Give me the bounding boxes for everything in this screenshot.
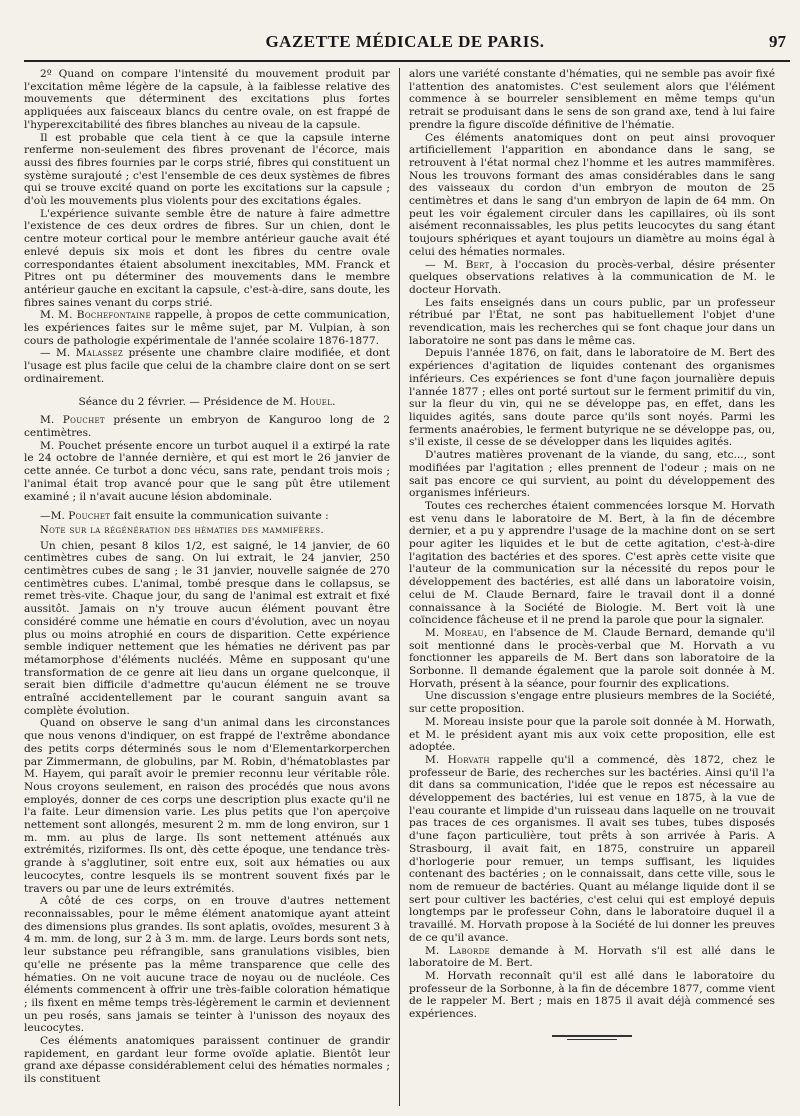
paragraph xyxy=(409,627,775,691)
speaker-name: M. Bochefontaine xyxy=(57,309,151,322)
paragraph-text: , en l'absence de M. Claude Bernard, demande qu'il soit mentionné dans le procès-verbal que M. Horvath a vu fonctionner les appareils de M. Bert dans son laboratoire de la Sorbonne. Il demande également que la parole soit donnée à M. Horvath, présent à la séance, pour fournir des explications. xyxy=(409,626,775,690)
paragraph-text: demande à M. Horvath s'il est allé dans le laboratoire de M. Bert. xyxy=(409,944,775,970)
paragraph: M. Pouchet présente encore un turbot auquel il a extirpé la rate le 24 octobre de l'année dernière, et qui est mort le 26 janvier de cette année. Ce turbot a donc vécu, sans rate, pendant trois mois ; l'animal était trop avancé pour que le sang pût être utilement examiné ; il n'avait aucune lésion abdominale. xyxy=(24,439,390,503)
paragraph-lead: M. xyxy=(425,944,449,957)
paragraph: M. M. Bochefontaine rappelle, à propos de cette communication, les expériences faites sur le même sujet, par M. Vulpian, à son cours de pathologie expérimentale de l'année scolaire 1876-1877. xyxy=(24,309,390,347)
paragraph: L'expérience suivante semble être de nature à faire admettre l'existence de ces deux ordres de fibres. Sur un chien, dont le centre moteur cortical pour le membre antérieur gauche avait été enlevé depuis six mois et dont les fibres du centre ovale correspondantes étaient absolument inexcitables, MM. Franck et Pitres ont pu déterminer des mouvements dans le membre antérieur gauche en excitant la capsule, c'est-à-dire, sans doute, les fibres saines venant du corps strié. xyxy=(24,207,390,309)
paragraph xyxy=(409,945,775,970)
page-header xyxy=(24,32,786,56)
speaker-name: Horvath xyxy=(447,753,490,766)
page-number: 97 xyxy=(769,32,786,51)
paragraph: Ces éléments anatomiques paraissent continuer de grandir rapidement, en gardant leur forme ovoïde aplatie. Bientôt leur grand axe dépasse considérablement celui des hématies normales ; ils constituent xyxy=(24,1035,390,1086)
session-president: Houel xyxy=(300,395,333,408)
paragraph: Une discussion s'engage entre plusieurs membres de la Société, sur cette proposition. xyxy=(409,690,775,716)
left-column xyxy=(24,68,399,1106)
paragraph: Depuis l'année 1876, on fait, dans le laboratoire de M. Bert des expériences d'agitation de liquides contenant des organismes inférieurs. Ces expériences se font d'une façon journalière depuis l'année 1877 ; elles ont porté surtout sur le ferment primitif du vin, sur la fleur du vin, qui ne se développe pas, en effet, dans les liquides agités, sans doute parce qu'ils sont noyés. Parmi les ferments anaérobies, le ferment butyrique ne se développe pas, ou, s'il existe, il cesse de se développer dans les liquides agités. xyxy=(409,347,775,449)
speaker-name: Moreau xyxy=(444,626,484,639)
right-column xyxy=(400,68,775,1106)
paragraph: Toutes ces recherches étaient commencées lorsque M. Horvath est venu dans le laboratoire de M. Bert, à la fin de décembre dernier, et a pu y apprendre l'usage de la machine dont on se sert pour agiter les liquides et le but de cette agitation, c'est-à-dire l'agitation des bactéries et des spores. C'est après cette visite que l'auteur de la communication sur la nécessité du repos pour le développement des bactéries, est allé dans un laboratoire voisin, celui de M. Claude Bernard, faire le travail dont il a donné connaissance à la Société de Biologie. M. Bert voit là une coïncidence fâcheuse et il ne prend la parole que pour la signaler. xyxy=(409,499,775,627)
session-date: Séance du 2 février. — Présidence de M. xyxy=(78,395,301,408)
speaker-name: Pouchet xyxy=(62,414,105,427)
end-ornament-rule xyxy=(552,1035,632,1037)
journal-title: GAZETTE MÉDICALE DE PARIS. xyxy=(265,32,545,51)
paragraph xyxy=(409,259,775,297)
session-end: . xyxy=(332,395,336,408)
speaker-name: Laborde xyxy=(448,944,490,957)
spacer xyxy=(24,503,390,510)
paragraph: alors une variété constante d'hématies, qui ne semble pas avoir fixé l'attention des anatomistes. C'est seulement alors que l'élément commence à se bourreler sensiblement en même temps qu'un retrait se produisant dans le sens de son grand axe, tend à lui faire prendre la figure discoïde définitive de l'hématie. xyxy=(409,68,775,131)
paragraph: Il est probable que cela tient à ce que la capsule interne renferme non-seulement des fibres provenant de l'écorce, mais aussi des fibres fournies par le corps strié, fibres qui constituent un système surajouté ; c'est l'ensemble de ces deux systèmes de fibres qui se trouve excité quand on porte les excitations sur la capsule ; d'où les mouvements plus violents pour des excitations égales. xyxy=(24,131,390,208)
two-column-body xyxy=(24,68,790,1106)
paragraph-lead: — M. xyxy=(425,258,466,271)
paragraph xyxy=(409,754,775,945)
speaker-name: Bert xyxy=(465,258,490,271)
paragraph-text: , à l'occasion du procès-verbal, désire présenter quelques observations relatives à la communication de M. le docteur Horvath. xyxy=(409,258,775,296)
paragraph-text: rappelle qu'il a commencé, dès 1872, chez le professeur de Barie, des recherches sur les bactéries. Ainsi qu'il l'a dit dans sa communication, l'idée que le repos est nécessaire au développement des bactéries, lui est venue en 1875, à la vue de l'eau courante et limpide d'un ruisseau dans laquelle on ne trouvait pas traces de ces organismes. Il avait ses tubes, tubes disposés d'une façon particulière, tout prêts à son arrivée à Paris. A Strasbourg, il avait fait, en 1875, construire un appareil d'horlogerie pour remuer, un temps suffisant, les liquides contenant des bactéries ; on le connaissait, dans cette ville, sous le nom de remueur de bactéries. Quant au mélange liquide dont il se sert pour cultiver les bactéries, c'est celui qui est employé depuis longtemps par le professeur Cohn, dans le laboratoire duquel il a travaillé. M. Horvath propose à la Société de lui donner les preuves de ce qu'il avance. xyxy=(409,753,775,944)
paragraph-lead: — M. xyxy=(40,347,76,360)
paragraph-lead: M. xyxy=(425,753,448,766)
paragraph-text: présente un embryon de Kanguroo long de 2 centimètres. xyxy=(24,414,390,439)
speaker-name: Malassez xyxy=(75,347,124,360)
paragraph: Un chien, pesant 8 kilos 1/2, est saigné, le 14 janvier, de 60 centimètres cubes de sang. On lui extrait, le 24 janvier, 250 centimètres cubes de sang ; le 31 janvier, nouvelle saignée de 270 centimètres cubes. L'animal, tombé presque dans le collapsus, se remet très-vite. Chaque jour, du sang de l'animal est extrait et fixé aussitôt. Jamais on n'y trouve aucun élément pouvant être considéré comme une hématie en cours d'évolution, avec un noyau plus ou moins atrophié en cours de disparition. Cette expérience semble indiquer nettement que les hématies ne dérivent pas par métamorphose d'éléments nucléés. Même en supposant qu'une transformation de ce genre ait lieu dans un organe quelconque, il serait bien difficile d'admettre qu'aucun élément ne se trouve entraîné accidentellement par le courant sanguin avant sa complète évolution. xyxy=(24,539,390,717)
paragraph: D'autres matières provenant de la viande, du sang, etc..., sont modifiées par l'agitation ; elles prennent de l'odeur ; mais on ne sait pas encore ce qui survient, au point du développement des organismes inférieurs. xyxy=(409,449,775,500)
paragraph-lead: M. xyxy=(40,414,63,427)
paragraph: Ces éléments anatomiques dont on peut ainsi provoquer artificiellement l'apparition en abondance dans le sang, se retrouvent à l'état normal chez l'homme et les autres mammifères. Nous les trouvons formant des amas considérables dans le sang des vaisseaux du cordon d'un embryon de mouton de 25 centimètres et dans le sang d'un embryon de lapin de 64 mm. On peut les voir également circuler dans les capillaires, où ils sont aisément reconnaissables, les plus petits leucocytes du sang étant toujours sphériques et ayant toujours un diamètre au moins égal à celui des hématies normales. xyxy=(409,131,775,258)
note-heading: Note sur la régénération des hématies des mammifères. xyxy=(40,524,325,536)
header-rule xyxy=(24,60,790,62)
paragraph: A côté de ces corps, on en trouve d'autres nettement reconnaissables, pour le même élément anatomique ayant atteint des dimensions plus grandes. Ils sont aplatis, ovoïdes, mesurent 3 à 4 m. mm. de long, sur 2 à 3 m. mm. de large. Leurs bords sont nets, leur substance peu réfrangible, sans granulations visibles, bien qu'elle ne présente pas la même transparence que celle des hématies. On ne voit aucune trace de noyau ou de nucléole. Ces éléments commencent à offrir une très-faible coloration hématique ; ils fixent en même temps très-légèrement le carmin et deviennent un peu rosés, sans jamais se teinter à l'unisson des noyaux des leucocytes. xyxy=(24,895,390,1035)
paragraph: Quand on observe le sang d'un animal dans les circonstances que nous venons d'indiquer, on est frappé de l'extrême abondance des petits corps déterminés sous le nom d'Elementarkorperchen par Zimmermann, de globulins, par M. Robin, d'hématoblastes par M. Hayem, qui paraît avoir le premier reconnu leur véritable rôle. Nous croyons seulement, en raison des procédés que nous avons employés, donner de ces corps une description plus exacte qu'il ne l'a faite. Leur dimension varie. Les plus petits que l'on aperçoive nettement sont allongés, mesurent 2 m. mm de long environ, sur 1 m. mm. au plus de large. Ils sont nettement atténués aux extrémités, riziformes. Ils ont, dès cette époque, une tendance très-grande à s'agglutiner, soit entre eux, soit aux hématies ou aux leucocytes, contre lesquels ils se montrent souvent fixés par le travers ou par une de leurs extrémités. xyxy=(24,717,390,895)
paragraph: M. Moreau insiste pour que la parole soit donnée à M. Horwath, et M. le président ayant mis aux voix cette proposition, elle est adoptée. xyxy=(409,715,775,754)
paragraph-lead: M. xyxy=(425,626,445,639)
paragraph xyxy=(24,510,390,523)
session-heading xyxy=(24,396,390,409)
paragraph xyxy=(24,414,390,439)
speaker-name: Pouchet xyxy=(68,510,111,523)
paragraph-text: rappelle, à propos de cette communication, les expériences faites sur le même sujet, par M. Vulpian, à son cours de pathologie expérimentale de l'année scolaire 1876-1877. xyxy=(24,309,390,347)
paragraph-text: présente une chambre claire modifiée, et dont l'usage est plus facile que celui de la chambre claire dont on se sert ordinairement. xyxy=(24,347,390,385)
paragraph: Les faits enseignés dans un cours public, par un professeur rétribué par l'État, ne sont pas habituellement l'objet d'une revendication, mais les recherches qui se font chaque jour dans un laboratoire ne sont pas dans le même cas. xyxy=(409,296,775,347)
paragraph: 2º Quand on compare l'intensité du mouvement produit par l'excitation même légère de la capsule, à la faiblesse relative des mouvements que déterminent des excitations plus fortes appliquées aux faisceaux blancs du centre ovale, on est frappé de l'hyperexcitabilité des fibres blanches au niveau de la capsule. xyxy=(24,68,390,131)
paragraph xyxy=(24,347,390,385)
paragraph-text: fait ensuite la communication suivante : xyxy=(110,510,329,523)
paragraph: M. Horvath reconnaît qu'il est allé dans le laboratoire du professeur de la Sorbonne, à la fin de décembre 1877, comme vient de le rappeler M. Bert ; mais en 1875 il avait déjà commencé ses expériences. xyxy=(409,969,775,1021)
paragraph-lead: —M. xyxy=(40,510,69,523)
